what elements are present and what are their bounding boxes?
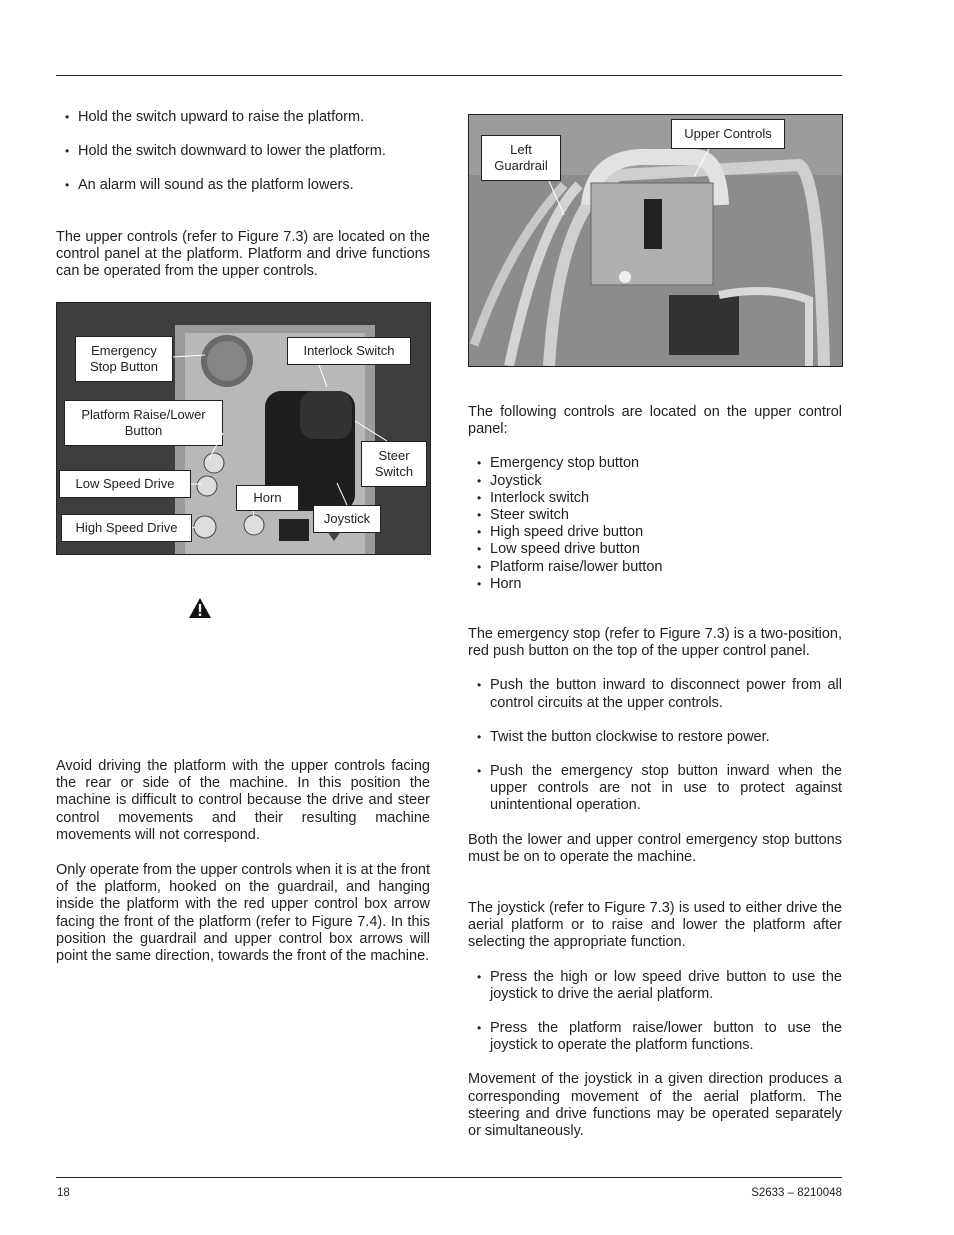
list-item: • Press the platform raise/lower button to use the joystick to operate the platform functions. — [468, 1020, 842, 1054]
list-item: • Push the button inward to disconnect power from all control circuits at the upper controls. — [468, 677, 842, 711]
list-item: • High speed drive button — [468, 524, 842, 541]
list-item: • Low speed drive button — [468, 541, 842, 558]
list-item: • An alarm will sound as the platform lowers. — [56, 177, 430, 194]
header-rule — [56, 75, 842, 76]
label-platform-raise-lower: Platform Raise/Lower Button — [64, 400, 223, 446]
label-high-speed-drive: High Speed Drive — [61, 514, 192, 542]
list-item: • Horn — [468, 576, 842, 593]
joystick-intro: The joystick (refer to Figure 7.3) is used to either drive the aerial platform or to raise and lower the platform after selecting the appropriate function. — [468, 900, 842, 951]
list-item: • Press the high or low speed drive button to use the joystick to drive the aerial platform. — [468, 969, 842, 1003]
left-top-bullets — [56, 109, 430, 195]
document-number: S2633 – 8210048 — [751, 1187, 842, 1199]
list-item: • Interlock switch — [468, 490, 842, 507]
footer-rule — [56, 1177, 842, 1178]
estop-intro: The emergency stop (refer to Figure 7.3) is a two-position, red push button on the top of the upper control panel. — [468, 626, 842, 660]
list-item: • Joystick — [468, 473, 842, 490]
upper-controls-intro: The upper controls (refer to Figure 7.3) are located on the control panel at the platform. Platform and drive functions can be operated from the upper controls. — [56, 229, 430, 280]
list-item: • Hold the switch downward to lower the platform. — [56, 143, 430, 160]
label-emergency-stop: Emergency Stop Button — [75, 336, 173, 382]
list-item: • Platform raise/lower button — [468, 559, 842, 576]
figure-upper-controls-on-guardrail — [468, 114, 843, 367]
operation-paragraph: Only operate from the upper controls when it is at the front of the platform, hooked on the guardrail, and hanging inside the platform with the red upper control box arrow facing the front of the platform (refer to Figure 7.4). In this position the guardrail and upper control box arrows will point the same direction, towards the front of the machine. — [56, 862, 430, 965]
joystick-note: Movement of the joystick in a given direction produces a corresponding movement of the aerial platform. The steering and drive functions may be operated separately or simultaneously. — [468, 1071, 842, 1140]
page-number: 18 — [57, 1187, 70, 1199]
figure-upper-control-panel — [56, 302, 431, 555]
list-item: • Steer switch — [468, 507, 842, 524]
label-horn: Horn — [236, 485, 299, 511]
list-item: • Emergency stop button — [468, 455, 842, 472]
list-item: • Hold the switch upward to raise the platform. — [56, 109, 430, 126]
label-interlock-switch: Interlock Switch — [287, 337, 411, 365]
estop-note: Both the lower and upper control emergency stop buttons must be on to operate the machine. — [468, 831, 842, 865]
label-low-speed-drive: Low Speed Drive — [59, 470, 191, 498]
warning-icon — [188, 597, 212, 619]
list-item: • Push the emergency stop button inward when the upper controls are not in use to protect against unintentional operation. — [468, 763, 842, 815]
orientation-paragraph: Avoid driving the platform with the upper controls facing the rear or side of the machine. In this position the machine is difficult to control because the drive and steer control movements and their resulting machine movements will not correspond. — [56, 758, 430, 843]
controls-intro: The following controls are located on the upper control panel: — [468, 404, 842, 438]
label-left-guardrail: Left Guardrail — [481, 135, 561, 181]
label-upper-controls: Upper Controls — [671, 119, 785, 149]
label-steer-switch: Steer Switch — [361, 441, 427, 487]
list-item: • Twist the button clockwise to restore power. — [468, 729, 842, 746]
label-joystick: Joystick — [313, 505, 381, 533]
controls-list — [468, 455, 842, 593]
